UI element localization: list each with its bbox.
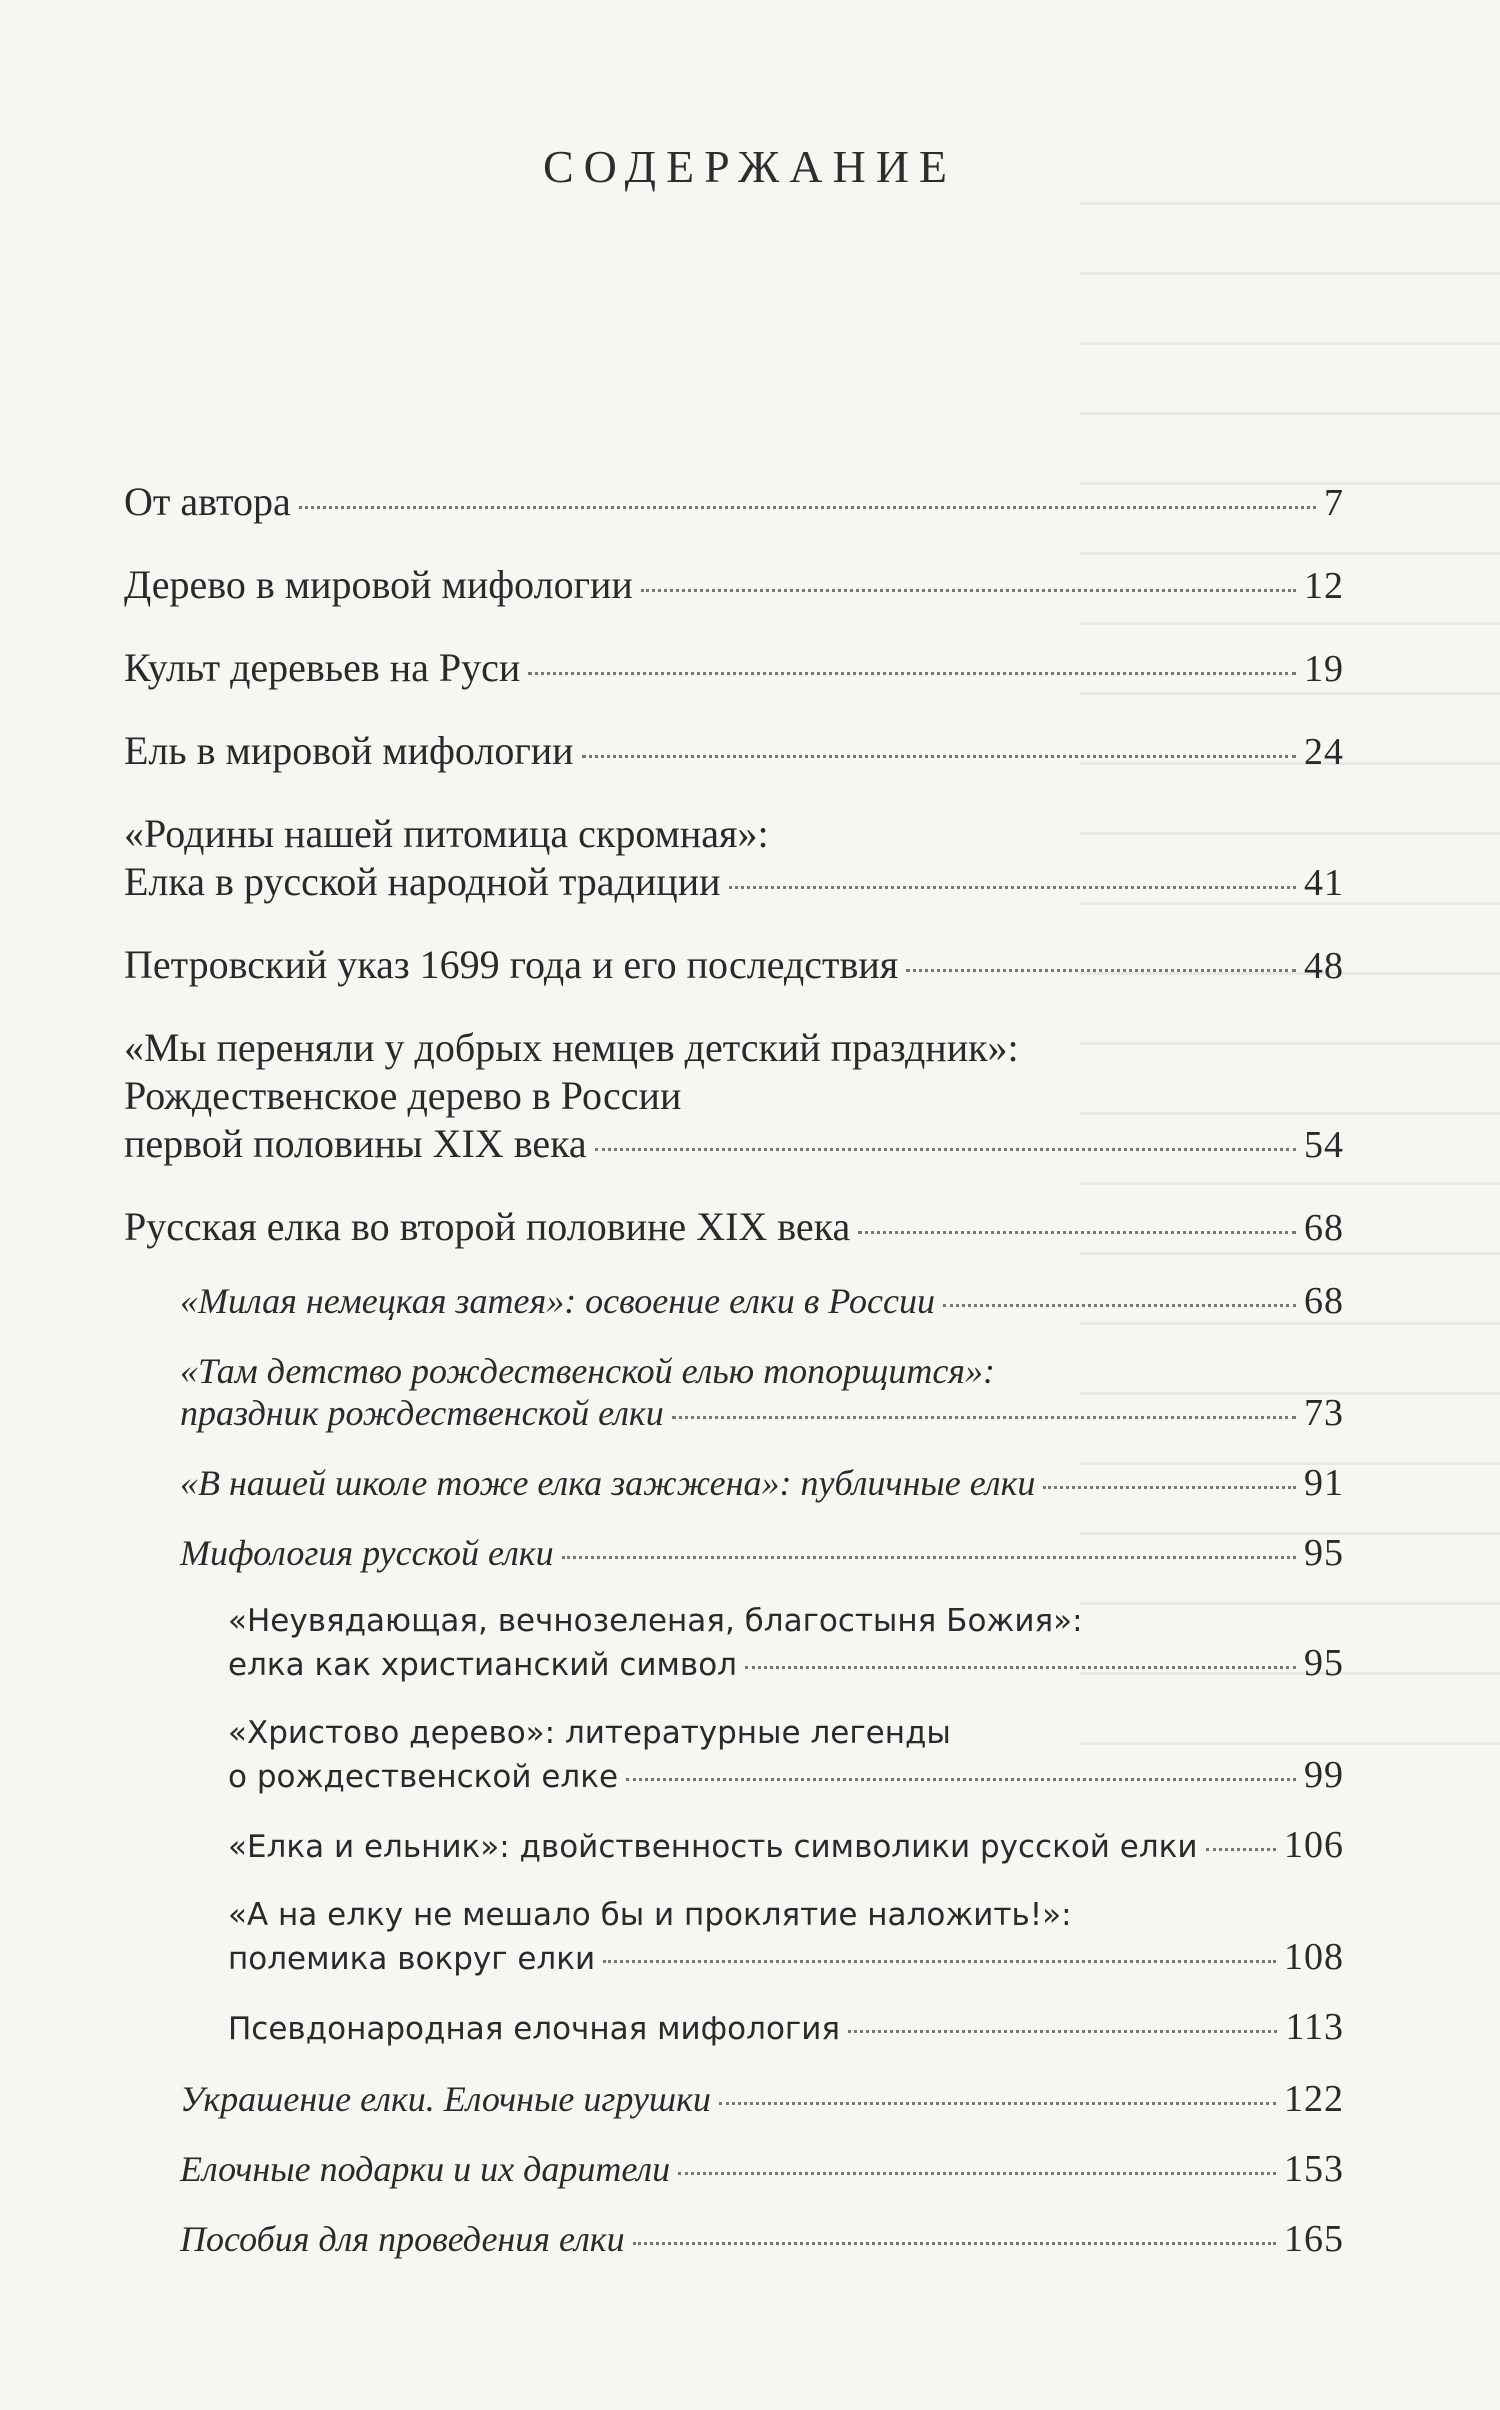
toc-entry — [180, 2078, 1344, 2120]
toc-entry-last-line — [124, 1203, 1344, 1252]
toc-entry-title-line: «Родины нашей питомица скромная»: — [124, 811, 769, 856]
page-title: СОДЕРЖАНИЕ — [542, 141, 958, 192]
toc-entry-title-line: «Мы переняли у добрых немцев детский праздник»: — [124, 1025, 1019, 1070]
toc-entry — [180, 1462, 1344, 1504]
toc-entry-title-line: первой половины XIX века — [124, 1121, 587, 1166]
toc-entry-title-line: Елка в русской народной традиции — [124, 859, 721, 904]
page-number: 68 — [1304, 1280, 1344, 1322]
toc-entry-title-line: Ель в мировой мифологии — [124, 728, 574, 773]
dot-leader — [719, 2102, 1276, 2105]
dot-leader — [848, 2030, 1277, 2033]
toc-entry — [228, 2006, 1344, 2050]
toc-entry — [180, 1350, 1344, 1434]
dot-leader — [729, 886, 1296, 889]
toc-entry-last-line — [124, 561, 1344, 610]
page-number: 19 — [1304, 648, 1344, 690]
toc-entry-title-line: Петровский указ 1699 года и его последствия — [124, 942, 899, 987]
toc-entry-title-line: Украшение елки. Елочные игрушки — [180, 2079, 711, 2119]
dot-leader — [633, 2242, 1276, 2245]
page-number: 108 — [1284, 1936, 1344, 1978]
page-number: 48 — [1304, 945, 1344, 987]
toc-entry-title-line: Культ деревьев на Руси — [124, 645, 521, 690]
toc-entry — [180, 1532, 1344, 1574]
table-of-contents — [124, 478, 1344, 2260]
dot-leader — [528, 672, 1296, 675]
toc-entry-title-line: о рождественской елке — [228, 1759, 619, 1795]
dot-leader — [641, 589, 1296, 592]
page-number: 91 — [1304, 1462, 1344, 1504]
toc-entry — [228, 1824, 1344, 1868]
toc-entry — [228, 1600, 1344, 1686]
dot-leader — [562, 1556, 1296, 1559]
toc-entry-last-line — [228, 2006, 1344, 2050]
toc-entry-title-line: праздник рождественской елки — [180, 1393, 664, 1433]
toc-entry-title-line: Русская елка во второй половине XIX века — [124, 1204, 851, 1249]
toc-entry — [124, 727, 1344, 776]
toc-entry-title-line: «А на елку не мешало бы и проклятие наложить!»: — [228, 1897, 1072, 1933]
toc-entry-title-line: полемика вокруг елки — [228, 1941, 596, 1977]
toc-entry-title-line: «В нашей школе тоже елка зажжена»: публичные елки — [180, 1463, 1036, 1503]
page-number: 68 — [1304, 1207, 1344, 1249]
toc-entry-title-line: Мифология русской елки — [180, 1533, 554, 1573]
toc-entry-last-line — [124, 858, 1344, 907]
toc-entry-title-line: «Там детство рождественской елью топорщится»: — [180, 1351, 996, 1391]
toc-entry — [124, 644, 1344, 693]
toc-entry-last-line — [180, 1532, 1344, 1574]
toc-entry-title-line: «Христово дерево»: литературные легенды — [228, 1715, 951, 1751]
dot-leader — [595, 1148, 1296, 1151]
dot-leader — [299, 506, 1316, 509]
dot-leader — [678, 2172, 1276, 2175]
page-number: 153 — [1284, 2148, 1344, 2190]
dot-leader — [745, 1666, 1296, 1669]
toc-entry-title-line: Елочные подарки и их дарители — [180, 2149, 671, 2189]
page-number: 41 — [1304, 862, 1344, 904]
page-number: 165 — [1284, 2218, 1344, 2260]
toc-entry-last-line — [180, 1392, 1344, 1434]
dot-leader — [1043, 1486, 1296, 1489]
toc-entry — [124, 941, 1344, 990]
toc-entry-last-line — [124, 644, 1344, 693]
page-number: 12 — [1304, 565, 1344, 607]
page-number: 24 — [1304, 731, 1344, 773]
toc-entry — [124, 478, 1344, 527]
toc-entry-title-line: «Неувядающая, вечнозеленая, благостыня Божия»: — [228, 1603, 1083, 1639]
page-number: 73 — [1304, 1392, 1344, 1434]
toc-entry — [124, 561, 1344, 610]
toc-entry — [124, 1024, 1344, 1169]
toc-entry-title-line: От автора — [124, 479, 291, 524]
toc-entry — [228, 1894, 1344, 1980]
toc-entry-title-line: Рождественское дерево в России — [124, 1073, 682, 1118]
dot-leader — [943, 1304, 1296, 1307]
toc-entry — [228, 1712, 1344, 1798]
page-number: 95 — [1304, 1532, 1344, 1574]
dot-leader — [603, 1960, 1276, 1963]
toc-entry — [124, 1203, 1344, 1252]
toc-entry-last-line — [228, 1642, 1344, 1686]
toc-entry-last-line — [180, 2218, 1344, 2260]
toc-entry-last-line — [124, 727, 1344, 776]
page-number: 113 — [1285, 2006, 1344, 2048]
toc-entry-last-line — [180, 1462, 1344, 1504]
page-number: 122 — [1284, 2078, 1344, 2120]
toc-entry-last-line — [124, 941, 1344, 990]
dot-leader — [906, 969, 1296, 972]
page-number: 7 — [1324, 482, 1344, 524]
toc-entry-title-line: Псевдонародная елочная мифология — [228, 2011, 841, 2047]
toc-entry-title-line: Пособия для проведения елки — [180, 2219, 625, 2259]
toc-entry-last-line — [180, 2078, 1344, 2120]
dot-leader — [672, 1416, 1296, 1419]
toc-entry-last-line — [228, 1754, 1344, 1798]
toc-entry-title-line: «Елка и ельник»: двойственность символики русской елки — [228, 1829, 1198, 1865]
page-number: 106 — [1284, 1824, 1344, 1866]
dot-leader — [582, 755, 1296, 758]
toc-entry — [124, 810, 1344, 907]
toc-entry-last-line — [228, 1824, 1344, 1868]
toc-entry-last-line — [124, 478, 1344, 527]
page-number: 99 — [1304, 1754, 1344, 1796]
toc-entry-title-line: «Милая немецкая затея»: освоение елки в России — [180, 1281, 936, 1321]
toc-entry-last-line — [180, 2148, 1344, 2190]
toc-entry-title-line: елка как христианский символ — [228, 1647, 737, 1683]
dot-leader — [626, 1778, 1296, 1781]
toc-entry-last-line — [228, 1936, 1344, 1980]
toc-entry — [180, 2148, 1344, 2190]
page-number: 54 — [1304, 1124, 1344, 1166]
toc-entry-last-line — [124, 1120, 1344, 1169]
toc-entry — [180, 1280, 1344, 1322]
toc-entry-title-line: Дерево в мировой мифологии — [124, 562, 633, 607]
dot-leader — [1206, 1848, 1276, 1851]
toc-entry — [180, 2218, 1344, 2260]
page-number: 95 — [1304, 1642, 1344, 1684]
toc-entry-last-line — [180, 1280, 1344, 1322]
dot-leader — [858, 1231, 1296, 1234]
